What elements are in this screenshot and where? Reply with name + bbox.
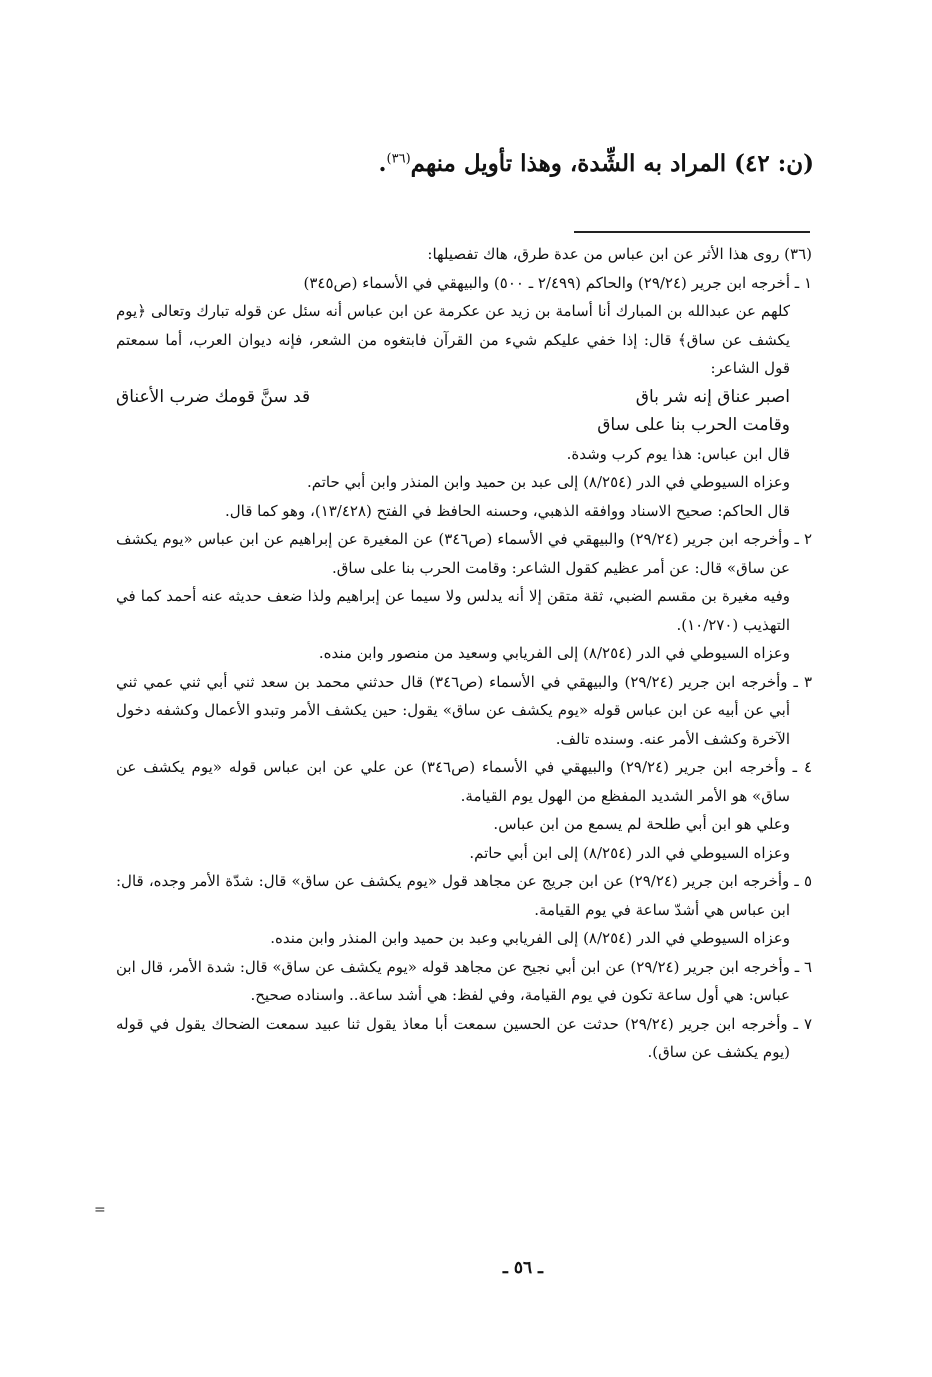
heading-end: . xyxy=(378,150,387,177)
poem-verse xyxy=(116,383,812,440)
heading-text: (ن: ٤٢) المراد به الشِّدة، وهذا تأويل منهم xyxy=(410,150,814,177)
note-line: وعلي هو ابن أبي طلحة لم يسمع من ابن عباس. xyxy=(493,815,790,833)
note-item-5: ٥ ـ وأخرجه ابن جرير (٢٩/٢٤) عن ابن جريج عن مجاهد قول «يوم يكشف عن ساق» قال: شدّة الأمر وجده، قال: ابن عباس هي أشدّ ساعة في يوم القيامة. xyxy=(116,872,812,919)
note-item-3: ٣ ـ وأخرجه ابن جرير (٢٩/٢٤) والبيهقي في الأسماء (ص٣٤٦) قال حدثني محمد بن سعد ثني أبي ثني عمي ثني أبي عن أبيه عن ابن عباس قوله «يوم يكشف عن ساق» يقول: حين يكشف الأمر وتبدو الأعمال وكشفه دخول الآخرة وكشف الأمر عنه. وسنده تالف. xyxy=(116,672,812,748)
poem-line-2: وقامت الحرب بنا على ساق xyxy=(597,415,790,435)
note-item-1-cont: كلهم عن عبدالله بن المبارك أنا أسامة بن زيد عن عكرمة عن ابن عباس أنه سئل عن قوله تبارك وتعالى ﴿يوم يكشف عن ساق﴾ قال: إذا خفي عليكم شيء من القرآن فابتغوه من الشعر، فإنه ديوان العرب، أما سمعتم قول الشاعر: xyxy=(116,302,790,377)
poem-hemistich-2: قد سنَّ قومك ضرب الأعناق xyxy=(116,386,311,407)
main-heading xyxy=(114,150,814,177)
footnotes-block xyxy=(116,240,812,1067)
note-item-6: ٦ ـ وأخرجه ابن جرير (٢٩/٢٤) عن ابن أبي نجيح عن مجاهد قوله «يوم يكشف عن ساق» قال: شدة الأمر، قال ابن عباس: هي أول ساعة تكون في يوم القيامة، وفي لفظ: هي أشد ساعة.. واسناده صحيح. xyxy=(116,957,813,1004)
note-item-7: ٧ ـ وأخرجه ابن جرير (٢٩/٢٤) حدثت عن الحسين سمعت أبا معاذ يقول ثنا عبيد سمعت الضحاك يقول في قوله (يوم يكشف عن ساق). xyxy=(116,1014,812,1061)
page-number: ـ ٥٦ ـ xyxy=(502,1258,543,1278)
note-line: وعزاه السيوطي في الدر (٨/٢٥٤) إلى ابن أبي حاتم. xyxy=(469,843,790,862)
poem-hemistich-1: اصبر عناق إنه شر باق xyxy=(635,386,790,407)
note-line: قال الحاكم: صحيح الاسناد ووافقه الذهبي، وحسنه الحافظ في الفتح (١٣/٤٢٨)، وهو كما قال. xyxy=(224,501,790,520)
note-intro: (٣٦) روى هذا الأثر عن ابن عباس من عدة طرق، هاك تفصيلها: xyxy=(427,245,812,263)
margin-mark: = xyxy=(94,1202,106,1218)
note-line: وعزاه السيوطي في الدر (٨/٢٥٤) إلى الفريابي وعبد بن حميد وابن المنذر وابن منده. xyxy=(270,929,790,947)
note-line: وفيه مغيرة بن مقسم الضبي، ثقة متقن إلا أنه يدلس ولا سيما عن إبراهيم ولذا ضعف حديثه عنه أحمد كما في التهذيب (١٠/٢٧٠). xyxy=(116,587,790,634)
note-line: وعزاه السيوطي في الدر (٨/٢٥٤) إلى عبد بن حميد وابن المنذر وابن أبي حاتم. xyxy=(306,473,790,491)
footnote-ref: (٣٦) xyxy=(386,151,411,167)
note-line: وعزاه السيوطي في الدر (٨/٢٥٤) إلى الفريابي وسعيد من منصور وابن منده. xyxy=(318,644,790,662)
note-item-2: ٢ ـ وأخرجه ابن جرير (٢٩/٢٤) والبيهقي في الأسماء (ص٣٤٦) عن المغيرة عن إبراهيم عن ابن عباس «يوم يكشف عن ساق» قال: عن أمر عظيم كقول الشاعر: وقامت الحرب بنا على ساق. xyxy=(116,530,812,577)
note-item-1 xyxy=(116,269,812,298)
note-item-4: ٤ ـ وأخرجه ابن جرير (٢٩/٢٤) والبيهقي في الأسماء (ص٣٤٦) عن علي عن ابن عباس قوله «يوم يكشف عن ساق» هو الأمر الشديد المفظع من الهول يوم القيامة. xyxy=(116,758,813,805)
note-line: قال ابن عباس: هذا يوم كرب وشدة. xyxy=(566,444,790,463)
footnote-separator xyxy=(574,231,810,233)
note-item-1-first: ١ ـ أخرجه ابن جرير (٢٩/٢٤) والحاكم (٢/٤٩٩ ـ ٥٠٠) والبيهقي في الأسماء (ص٣٤٥) xyxy=(303,273,812,292)
